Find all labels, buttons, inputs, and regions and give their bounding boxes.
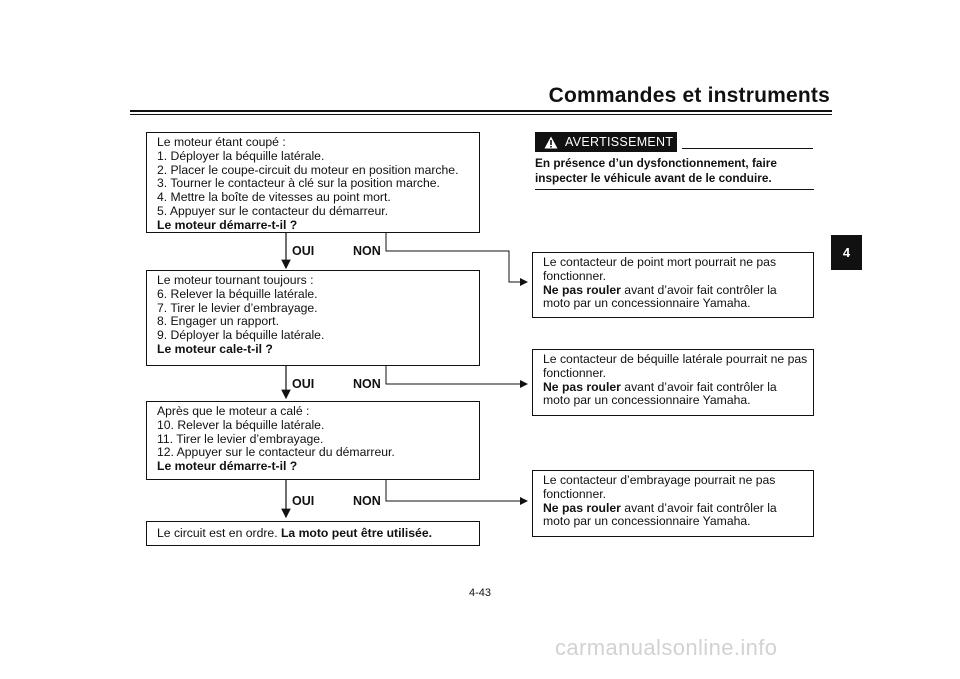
- flow-step-2: [146, 270, 480, 366]
- warning-label: AVERTISSEMENT: [565, 135, 674, 149]
- watermark: carmanualsonline.info: [555, 635, 778, 660]
- result-line: avant d’avoir fait contrôler la: [620, 500, 777, 515]
- result-line: moto par un concessionnaire Yamaha.: [543, 514, 751, 529]
- result-line: Le contacteur d’embrayage pourrait ne pas: [543, 473, 776, 487]
- result-bold: Ne pas rouler: [543, 500, 621, 515]
- warning-rule: [682, 148, 813, 149]
- step-line: 6. Relever la béquille latérale.: [157, 286, 318, 301]
- warning-bottom-rule: [535, 189, 814, 190]
- result-box-clutch-switch: [532, 470, 814, 537]
- yes-label: OUI: [292, 244, 315, 258]
- step-line: 3. Tourner le contacteur à clé sur la position marche.: [157, 176, 440, 191]
- step-line: Le moteur tournant toujours :: [157, 273, 314, 287]
- result-line: fonctionner.: [543, 486, 607, 501]
- result-line: Le contacteur de béquille latérale pourrait ne pas: [543, 352, 808, 366]
- step-line: 1. Déployer la béquille latérale.: [157, 148, 325, 163]
- step-line: 7. Tirer le levier d’embrayage.: [157, 300, 318, 315]
- page-number: 4-43: [468, 587, 492, 599]
- warning-icon: [544, 136, 558, 149]
- no-label: NON: [353, 244, 381, 258]
- page-title: Commandes et instruments: [548, 84, 830, 107]
- result-bold: Ne pas rouler: [543, 282, 621, 297]
- result-text: Le circuit est en ordre.: [157, 526, 281, 540]
- step-line: 12. Appuyer sur le contacteur du démarreur.: [157, 445, 395, 460]
- yes-label: OUI: [292, 377, 315, 391]
- step-question: Le moteur démarre-t-il ?: [157, 459, 298, 474]
- step-line: 2. Placer le coupe-circuit du moteur en position marche.: [157, 162, 459, 177]
- result-bold: La moto peut être utilisée.: [280, 526, 432, 540]
- step-line: 10. Relever la béquille latérale.: [157, 417, 325, 432]
- step-line: Après que le moteur a calé :: [157, 404, 310, 418]
- step-line: 4. Mettre la boîte de vitesses au point mort.: [157, 190, 391, 205]
- result-line: avant d’avoir fait contrôler la: [620, 282, 777, 297]
- flow-step-3: [146, 401, 480, 480]
- chapter-tab: 4: [831, 235, 862, 270]
- result-line: fonctionner.: [543, 268, 607, 283]
- step-line: 11. Tirer le levier d’embrayage.: [157, 431, 324, 446]
- result-line: fonctionner.: [543, 365, 607, 380]
- yes-label: OUI: [292, 494, 315, 508]
- step-line: 5. Appuyer sur le contacteur du démarreur.: [157, 203, 389, 218]
- result-line: Le contacteur de point mort pourrait ne pas: [543, 255, 777, 269]
- result-line: moto par un concessionnaire Yamaha.: [543, 296, 751, 311]
- flow-step-1: [146, 132, 480, 233]
- step-line: 8. Engager un rapport.: [157, 314, 279, 329]
- result-box-sidestand-switch: [532, 349, 814, 416]
- step-question: Le moteur démarre-t-il ?: [157, 217, 298, 232]
- warning-badge: [535, 132, 677, 152]
- no-label: NON: [353, 377, 381, 391]
- no-label: NON: [353, 494, 381, 508]
- step-line: Le moteur étant coupé :: [157, 135, 286, 149]
- step-question: Le moteur cale-t-il ?: [157, 341, 273, 356]
- result-line: moto par un concessionnaire Yamaha.: [543, 393, 751, 408]
- result-line: avant d’avoir fait contrôler la: [620, 379, 777, 394]
- step-line: 9. Déployer la béquille latérale.: [157, 328, 325, 343]
- result-box-neutral-switch: [532, 252, 814, 318]
- warning-text: En présence d’un dysfonctionnement, faire inspecter le véhicule avant de le conduire.: [535, 156, 777, 185]
- flow-result-ok: [146, 521, 480, 546]
- result-bold: Ne pas rouler: [543, 379, 621, 394]
